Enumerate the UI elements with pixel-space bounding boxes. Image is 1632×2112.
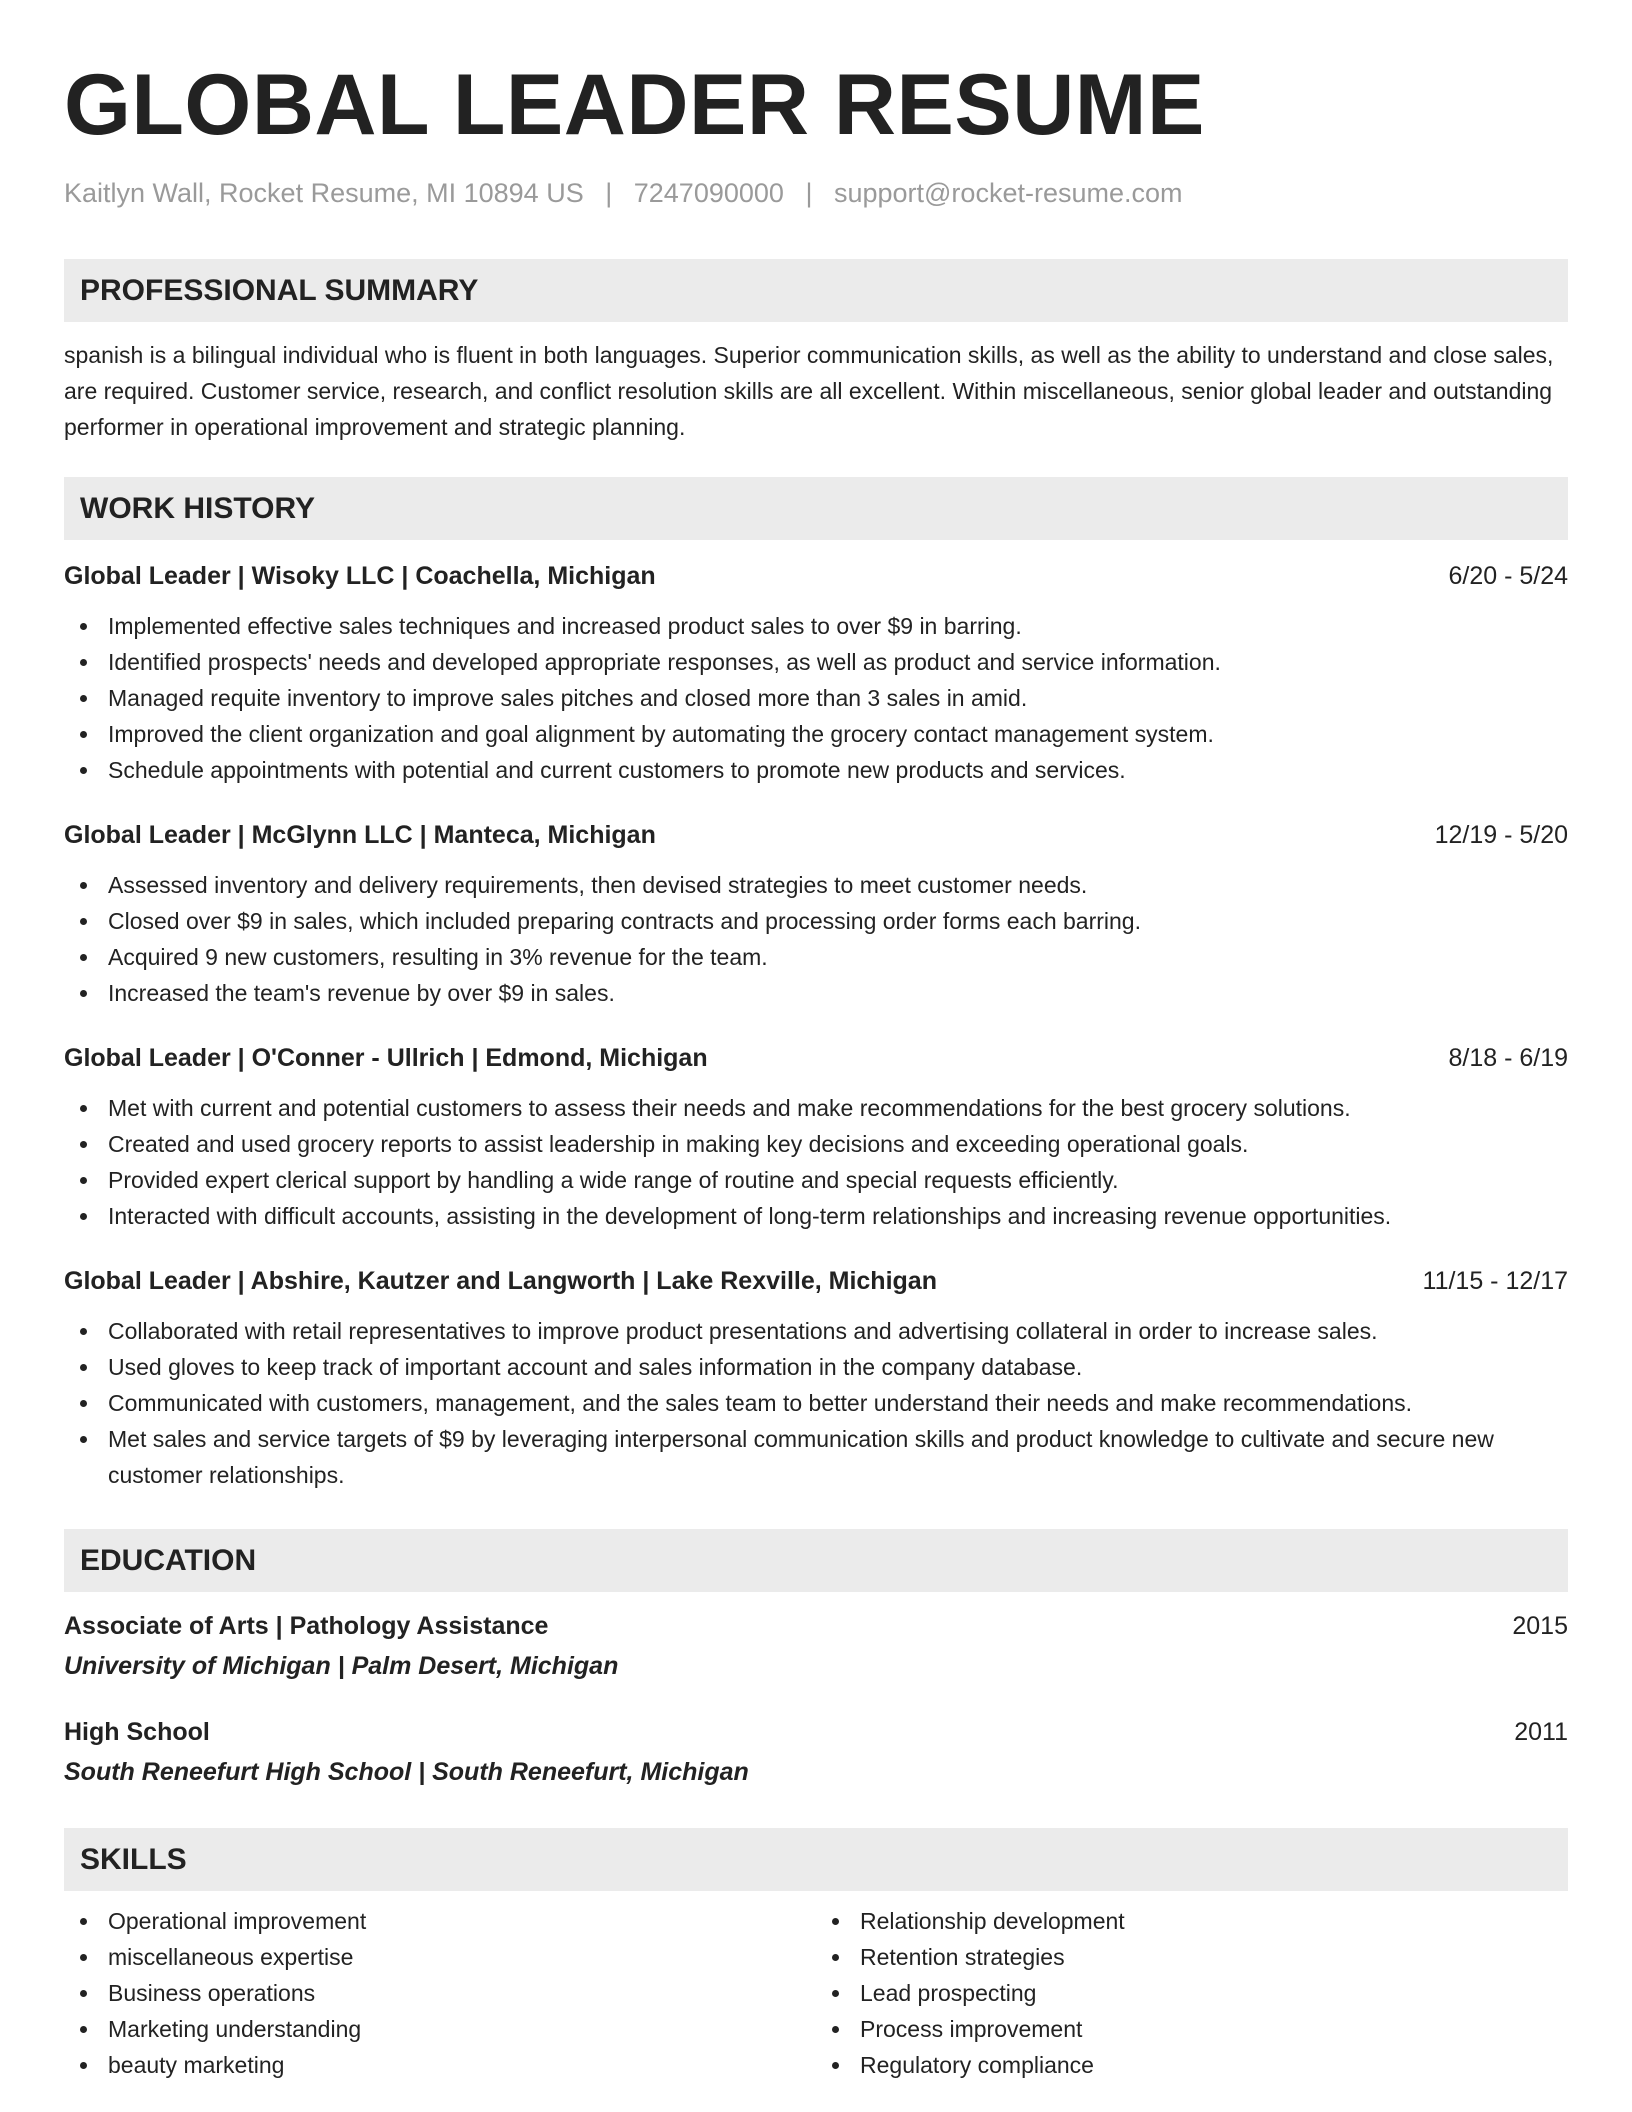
job-bullets bbox=[64, 1313, 1568, 1493]
list-item: Identified prospects' needs and developed appropriate responses, as well as product and service information. bbox=[64, 644, 1568, 680]
resume-title: GLOBAL LEADER RESUME bbox=[64, 57, 1205, 153]
list-item: Retention strategies bbox=[816, 1939, 1568, 1975]
contact-line bbox=[64, 178, 1568, 209]
list-item: Acquired 9 new customers, resulting in 3% revenue for the team. bbox=[64, 939, 1568, 975]
list-item: Collaborated with retail representatives to improve product presentations and advertising collateral in order to increase sales. bbox=[64, 1313, 1568, 1349]
list-item: Business operations bbox=[64, 1975, 816, 2011]
list-item: Assessed inventory and delivery requirements, then devised strategies to meet customer needs. bbox=[64, 867, 1568, 903]
section-title: SKILLS bbox=[80, 1842, 187, 1876]
skills-list-right bbox=[816, 1903, 1568, 2083]
list-item: Communicated with customers, management, and the sales team to better understand their needs and make recommendations. bbox=[64, 1385, 1568, 1421]
list-item: Lead prospecting bbox=[816, 1975, 1568, 2011]
job-title: Global Leader | McGlynn LLC | Manteca, Michigan bbox=[64, 821, 656, 849]
education-year: 2011 bbox=[1514, 1718, 1568, 1746]
section-title: WORK HISTORY bbox=[80, 491, 316, 525]
education-degree: High School bbox=[64, 1718, 210, 1746]
list-item: Schedule appointments with potential and current customers to promote new products and services. bbox=[64, 752, 1568, 788]
contact-email: support@rocket-resume.com bbox=[833, 178, 1183, 208]
job-dates: 6/20 - 5/24 bbox=[1448, 562, 1568, 590]
list-item: Marketing understanding bbox=[64, 2011, 816, 2047]
list-item: Implemented effective sales techniques and increased product sales to over $9 in barring. bbox=[64, 608, 1568, 644]
list-item: Met sales and service targets of $9 by leveraging interpersonal communication skills and product knowledge to cultivate and secure new customer relationships. bbox=[64, 1421, 1568, 1493]
education-entry bbox=[64, 1608, 1568, 1684]
section-title: EDUCATION bbox=[80, 1543, 257, 1577]
education-degree: Associate of Arts | Pathology Assistance bbox=[64, 1612, 549, 1640]
education-entry bbox=[64, 1714, 1568, 1790]
list-item: Increased the team's revenue by over $9 in sales. bbox=[64, 975, 1568, 1011]
list-item: Improved the client organization and goal alignment by automating the grocery contact management system. bbox=[64, 716, 1568, 752]
job-entry bbox=[64, 1263, 1568, 1493]
section-header-work-history bbox=[64, 477, 1568, 540]
list-item: Process improvement bbox=[816, 2011, 1568, 2047]
list-item: Closed over $9 in sales, which included preparing contracts and processing order forms each barring. bbox=[64, 903, 1568, 939]
list-item: Met with current and potential customers to assess their needs and make recommendations for the best grocery solutions. bbox=[64, 1090, 1568, 1126]
section-header-education bbox=[64, 1529, 1568, 1592]
contact-phone: 7247090000 bbox=[633, 178, 784, 208]
job-bullets bbox=[64, 608, 1568, 788]
job-bullets bbox=[64, 1090, 1568, 1234]
list-item: Relationship development bbox=[816, 1903, 1568, 1939]
contact-address: Kaitlyn Wall, Rocket Resume, MI 10894 US bbox=[64, 178, 584, 208]
job-entry bbox=[64, 817, 1568, 1011]
skills-list-left bbox=[64, 1903, 816, 2083]
contact-separator: | bbox=[605, 178, 613, 208]
job-bullets bbox=[64, 867, 1568, 1011]
skills-columns bbox=[64, 1903, 1568, 2083]
job-dates: 12/19 - 5/20 bbox=[1434, 821, 1568, 849]
list-item: Used gloves to keep track of important account and sales information in the company database. bbox=[64, 1349, 1568, 1385]
job-title: Global Leader | Abshire, Kautzer and Langworth | Lake Rexville, Michigan bbox=[64, 1267, 937, 1295]
list-item: miscellaneous expertise bbox=[64, 1939, 816, 1975]
education-school: South Reneefurt High School | South Reneefurt, Michigan bbox=[64, 1758, 749, 1786]
list-item: Interacted with difficult accounts, assisting in the development of long-term relationships and increasing revenue opportunities. bbox=[64, 1198, 1568, 1234]
job-title: Global Leader | O'Conner - Ullrich | Edmond, Michigan bbox=[64, 1044, 708, 1072]
job-dates: 8/18 - 6/19 bbox=[1448, 1044, 1568, 1072]
list-item: Regulatory compliance bbox=[816, 2047, 1568, 2083]
list-item: Provided expert clerical support by handling a wide range of routine and special requests efficiently. bbox=[64, 1162, 1568, 1198]
section-header-skills bbox=[64, 1828, 1568, 1891]
list-item: Managed requite inventory to improve sales pitches and closed more than 3 sales in amid. bbox=[64, 680, 1568, 716]
list-item: beauty marketing bbox=[64, 2047, 816, 2083]
job-title: Global Leader | Wisoky LLC | Coachella, Michigan bbox=[64, 562, 656, 590]
education-school: University of Michigan | Palm Desert, Michigan bbox=[64, 1652, 619, 1680]
list-item: Operational improvement bbox=[64, 1903, 816, 1939]
list-item: Created and used grocery reports to assist leadership in making key decisions and exceeding operational goals. bbox=[64, 1126, 1568, 1162]
section-title: PROFESSIONAL SUMMARY bbox=[80, 273, 479, 307]
summary-text: spanish is a bilingual individual who is fluent in both languages. Superior communication skills, as well as the ability to understand and close sales, are required. Customer service, research, and conflict resolution skills are all excellent. Within miscellaneous, senior global leader and outstanding performer in operational improvement and strategic planning. bbox=[64, 342, 1554, 440]
section-header-summary bbox=[64, 259, 1568, 322]
job-dates: 11/15 - 12/17 bbox=[1422, 1267, 1568, 1295]
job-entry bbox=[64, 558, 1568, 788]
education-year: 2015 bbox=[1512, 1612, 1568, 1640]
contact-separator: | bbox=[805, 178, 813, 208]
job-entry bbox=[64, 1040, 1568, 1234]
